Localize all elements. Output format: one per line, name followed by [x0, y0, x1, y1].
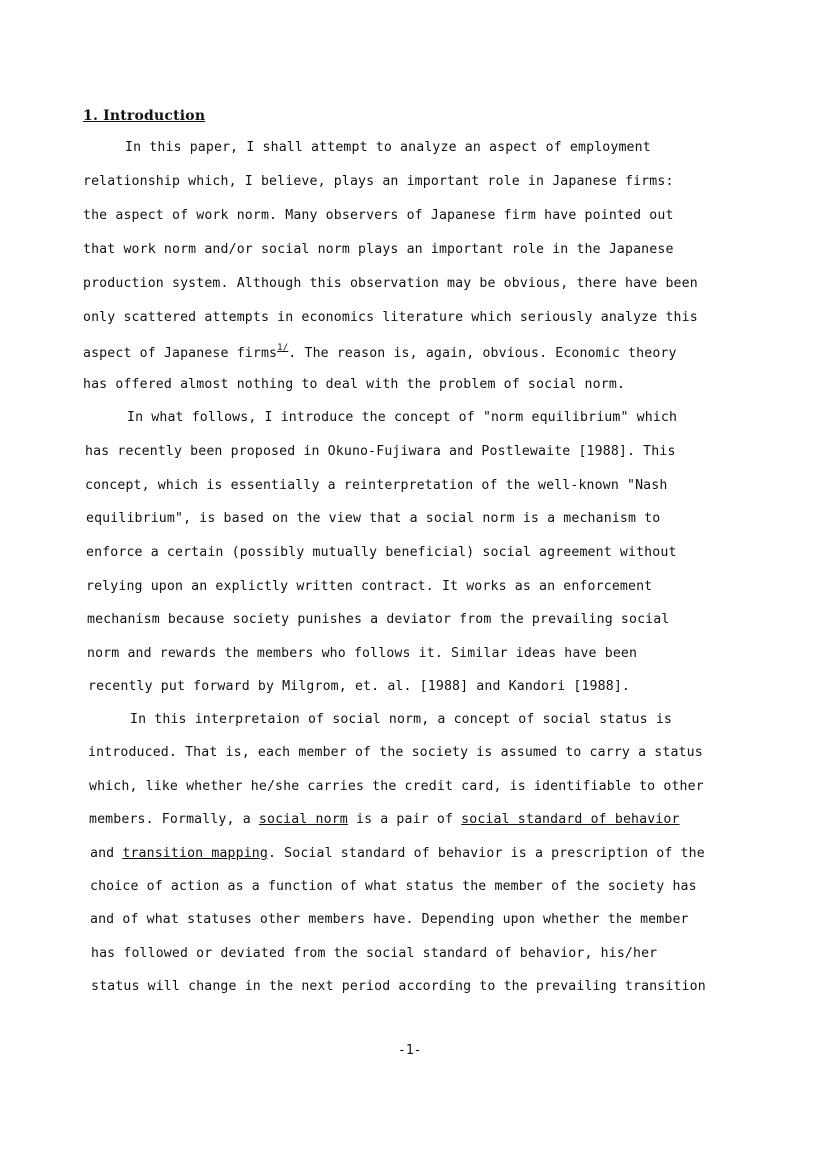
text-line: choice of action as a function of what status the member of the society has	[90, 879, 697, 894]
text-line	[83, 343, 677, 361]
text-segment: and	[90, 846, 123, 861]
text-segment: . The reason is, again, obvious. Economic theory	[288, 346, 677, 361]
text-line: has offered almost nothing to deal with the problem of social norm.	[83, 377, 625, 392]
text-line: production system. Although this observation may be obvious, there have been	[83, 276, 698, 291]
text-line: mechanism because society punishes a deviator from the prevailing social	[87, 612, 670, 627]
text-line: relying upon an explictly written contract. It works as an enforcement	[86, 579, 653, 594]
text-line: In what follows, I introduce the concept of "norm equilibrium" which	[127, 410, 678, 425]
term-social-standard: social standard of behavior	[461, 812, 680, 827]
page-number: -1-	[398, 1043, 422, 1058]
term-transition-mapping: transition mapping	[122, 846, 268, 861]
text-line: only scattered attempts in economics literature which seriously analyze this	[83, 310, 698, 325]
text-line: status will change in the next period according to the prevailing transition	[91, 979, 706, 994]
footnote-marker: 1/	[277, 343, 289, 353]
text-line: recently put forward by Milgrom, et. al. [1988] and Kandori [1988].	[88, 679, 630, 694]
text-line: introduced. That is, each member of the society is assumed to carry a status	[88, 745, 703, 760]
text-line: equilibrium", is based on the view that a social norm is a mechanism to	[86, 511, 661, 526]
text-line: that work norm and/or social norm plays an important role in the Japanese	[83, 242, 674, 257]
text-segment: aspect of Japanese firms	[83, 346, 278, 361]
text-line: the aspect of work norm. Many observers of Japanese firm have pointed out	[83, 208, 674, 223]
text-segment: is a pair of	[347, 812, 462, 827]
text-line: has recently been proposed in Okuno-Fujiwara and Postlewaite [1988]. This	[85, 444, 676, 459]
text-line	[89, 812, 680, 827]
text-line: and of what statuses other members have. Depending upon whether the member	[90, 912, 689, 927]
text-line	[90, 846, 705, 861]
text-line: concept, which is essentially a reinterpretation of the well-known "Nash	[85, 478, 668, 493]
text-line: In this interpretaion of social norm, a concept of social status is	[130, 712, 672, 727]
text-line: enforce a certain (possibly mutually beneficial) social agreement without	[86, 545, 677, 560]
text-line: which, like whether he/she carries the credit card, is identifiable to other	[89, 779, 704, 794]
term-social-norm: social norm	[258, 812, 348, 827]
text-line: has followed or deviated from the social standard of behavior, his/her	[91, 946, 658, 961]
text-segment: . Social standard of behavior is a prescription of the	[267, 846, 705, 861]
text-segment: members. Formally, a	[89, 812, 259, 827]
text-line: In this paper, I shall attempt to analyze an aspect of employment	[125, 140, 651, 155]
text-line: relationship which, I believe, plays an important role in Japanese firms:	[83, 174, 674, 189]
text-line: norm and rewards the members who follows it. Similar ideas have been	[87, 646, 638, 661]
section-heading: 1. Introduction	[83, 108, 206, 124]
